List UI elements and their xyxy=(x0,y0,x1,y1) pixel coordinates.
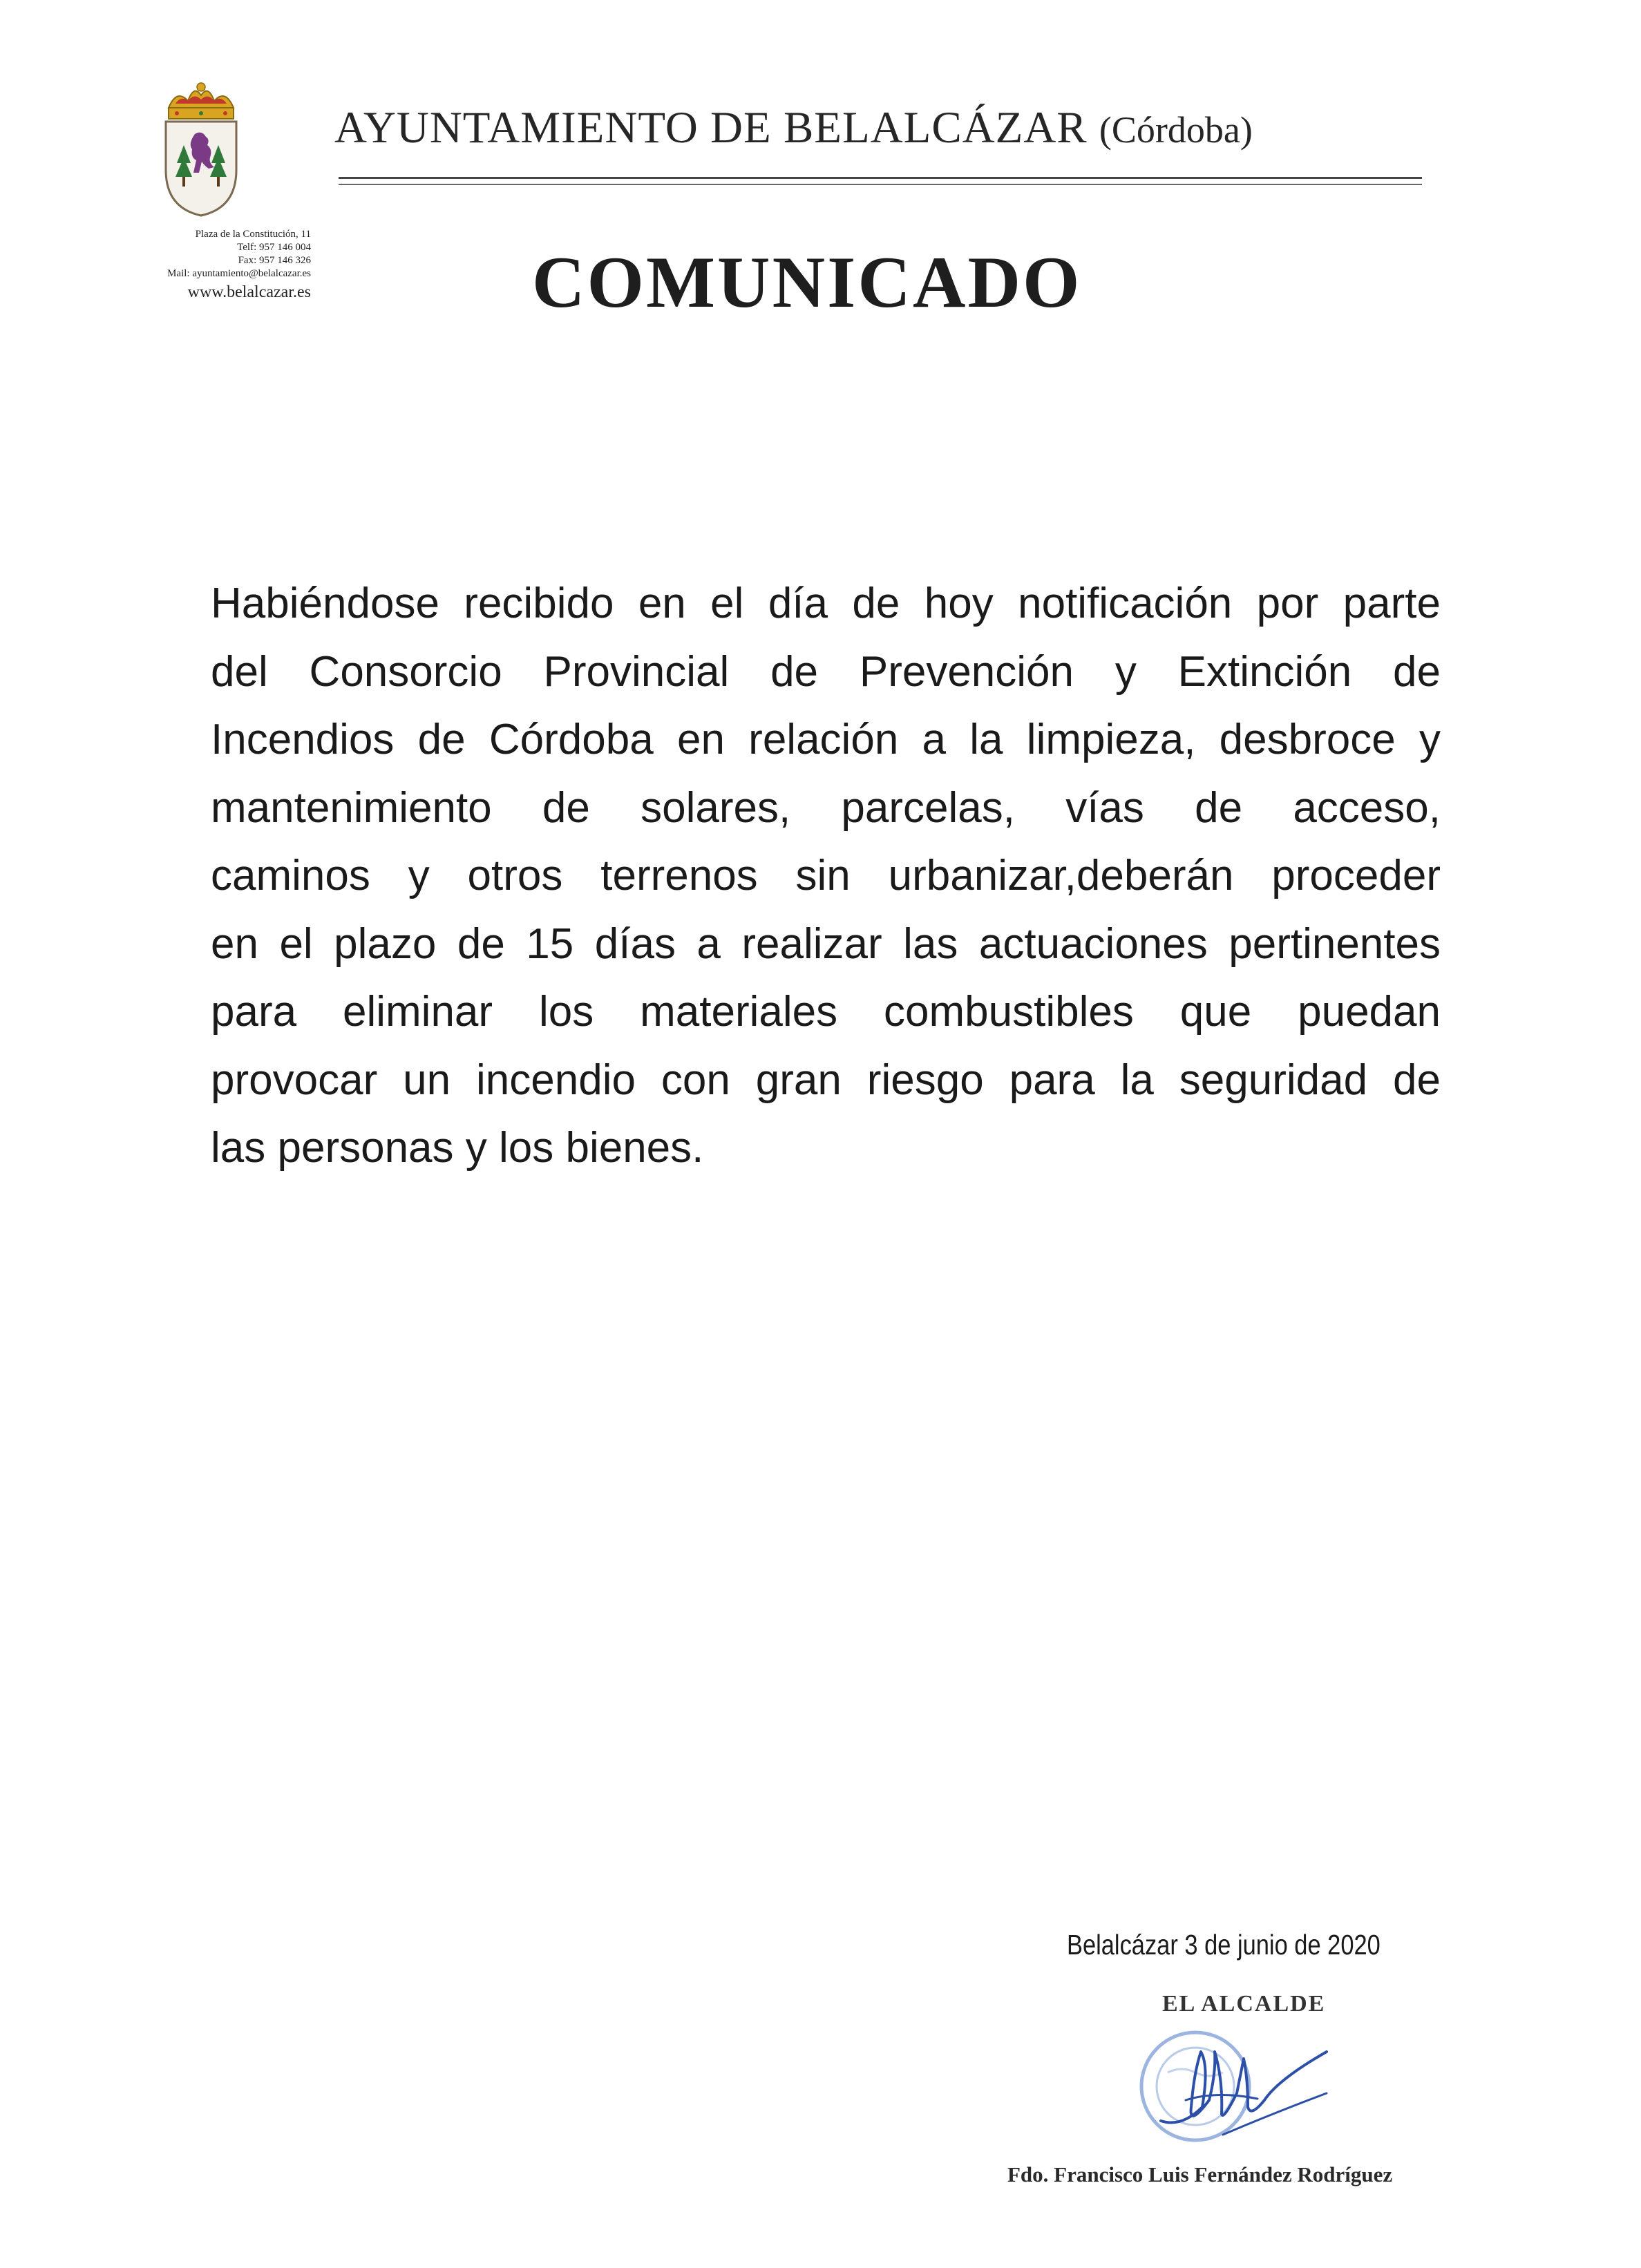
contact-website: www.belalcazar.es xyxy=(187,283,311,301)
body-line: provocar un incendio con gran riesgo para la seguridad de xyxy=(211,1056,1441,1104)
body-line: las personas y los bienes. xyxy=(211,1124,704,1172)
contact-block xyxy=(104,228,311,303)
contact-address: Plaza de la Constitución, 11 xyxy=(195,229,311,240)
contact-phone: Telf: 957 146 004 xyxy=(237,242,311,253)
letterhead-title-main: AYUNTAMIENTO DE BELALCÁZAR xyxy=(334,103,1088,153)
body-line: para eliminar los materiales combustibles que puedan xyxy=(211,988,1441,1036)
body-line: Incendios de Córdoba en relación a la limpieza, desbroce y xyxy=(211,716,1441,763)
body-line: en el plazo de 15 días a realizar las actuaciones pertinentes xyxy=(211,919,1441,968)
body-line: del Consorcio Provincial de Prevención y Extinción de xyxy=(211,647,1441,696)
official-seal-icon xyxy=(1119,2024,1347,2148)
contact-mail: Mail: ayuntamiento@belalcazar.es xyxy=(167,268,311,279)
header-rule-top xyxy=(339,177,1422,179)
letterhead-title xyxy=(334,102,1253,154)
body-line: mantenimiento de solares, parcelas, vías de acceso, xyxy=(211,783,1441,832)
header-rule-bottom xyxy=(339,184,1422,185)
page-heading: COMUNICADO xyxy=(532,242,1082,323)
notice-body xyxy=(211,570,1441,1183)
contact-fax: Fax: 957 146 326 xyxy=(238,255,311,266)
signatory-role: EL ALCALDE xyxy=(1162,1991,1326,2017)
coat-of-arms-icon xyxy=(156,80,246,218)
signer-name: Fdo. Francisco Luis Fernández Rodríguez xyxy=(1007,2162,1393,2186)
handwritten-signature-icon xyxy=(1161,2052,1327,2135)
body-line: caminos y otros terrenos sin urbanizar,deberán proceder xyxy=(211,852,1441,899)
letterhead-title-province: (Córdoba) xyxy=(1099,109,1253,151)
body-line: Habiéndose recibido en el día de hoy notificación por parte xyxy=(211,580,1441,627)
date-line: Belalcázar 3 de junio de 2020 xyxy=(1067,1929,1381,1961)
